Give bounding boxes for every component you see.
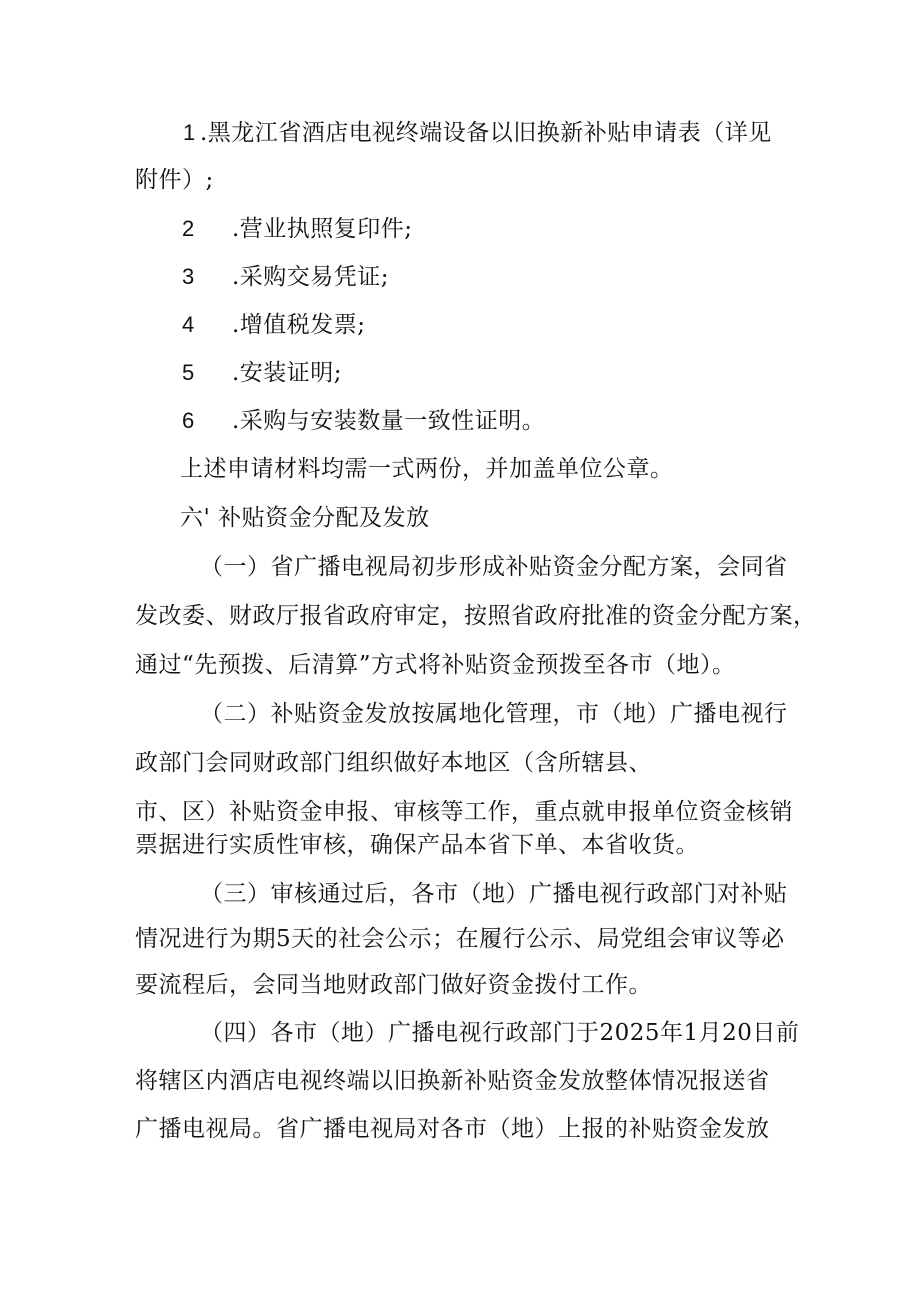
item-number-2: 2 <box>182 216 195 241</box>
paragraph-3-line-1: （三）审核通过后，各市（地）广播电视行政部门对补贴 <box>200 881 788 907</box>
paragraph-1-line-2: 发改委、财政厅报省政府审定，按照省政府批准的资金分配方案， <box>135 603 817 629</box>
paragraph-1-line-1: （一）省广播电视局初步形成补贴资金分配方案，会同省 <box>200 554 788 580</box>
item-text-2: .营业执照复印件; <box>232 216 413 242</box>
item-number-4: 4 <box>182 312 195 337</box>
paragraph-2-line-4: 票据进行实质性审核，确保产品本省下单、本省收货。 <box>135 832 699 858</box>
item-text-1-continued: 附件）; <box>135 167 214 193</box>
paragraph-2-line-3: 市、区）补贴资金申报、审核等工作，重点就申报单位资金核销 <box>135 799 793 825</box>
item-text-3: .采购交易凭证; <box>232 264 390 290</box>
paragraph-2-line-1: （二）补贴资金发放按属地化管理，市（地）广播电视行 <box>200 701 788 727</box>
paragraph-1-line-3: 通过“先预拨、后清算”方式将补贴资金预拨至各市（地）。 <box>135 652 736 678</box>
materials-note: 上述申请材料均需一式两份，并加盖单位公章。 <box>180 456 674 482</box>
item-number-3: 3 <box>182 264 195 289</box>
item-number-5: 5 <box>182 360 195 385</box>
paragraph-3-line-3: 要流程后，会同当地财政部门做好资金拨付工作。 <box>135 972 652 998</box>
item-text-4: .增值税发票; <box>232 312 366 338</box>
item-number-6: 6 <box>182 408 195 433</box>
paragraph-4-line-1: （四）各市（地）广播电视行政部门于2025年1月20日前 <box>200 1020 800 1046</box>
section-heading: 六' 补贴资金分配及发放 <box>180 505 430 531</box>
item-text-5: .安装证明; <box>232 360 343 386</box>
paragraph-4-line-2: 将辖区内酒店电视终端以旧换新补贴资金发放整体情况报送省 <box>135 1068 770 1094</box>
item-text-1: .黑龙江省酒店电视终端设备以旧换新补贴申请表（详见 <box>200 120 772 146</box>
paragraph-2-line-2: 政部门会同财政部门组织做好本地区（含所辖县、 <box>135 750 652 776</box>
item-number-1: 1 <box>183 120 196 145</box>
paragraph-3-line-2: 情况进行为期5天的社会公示；在履行公示、局党组会审议等必 <box>135 926 785 952</box>
item-text-6: .采购与安装数量一致性证明。 <box>232 408 546 434</box>
paragraph-4-line-3: 广播电视局。省广播电视局对各市（地）上报的补贴资金发放 <box>135 1116 770 1142</box>
